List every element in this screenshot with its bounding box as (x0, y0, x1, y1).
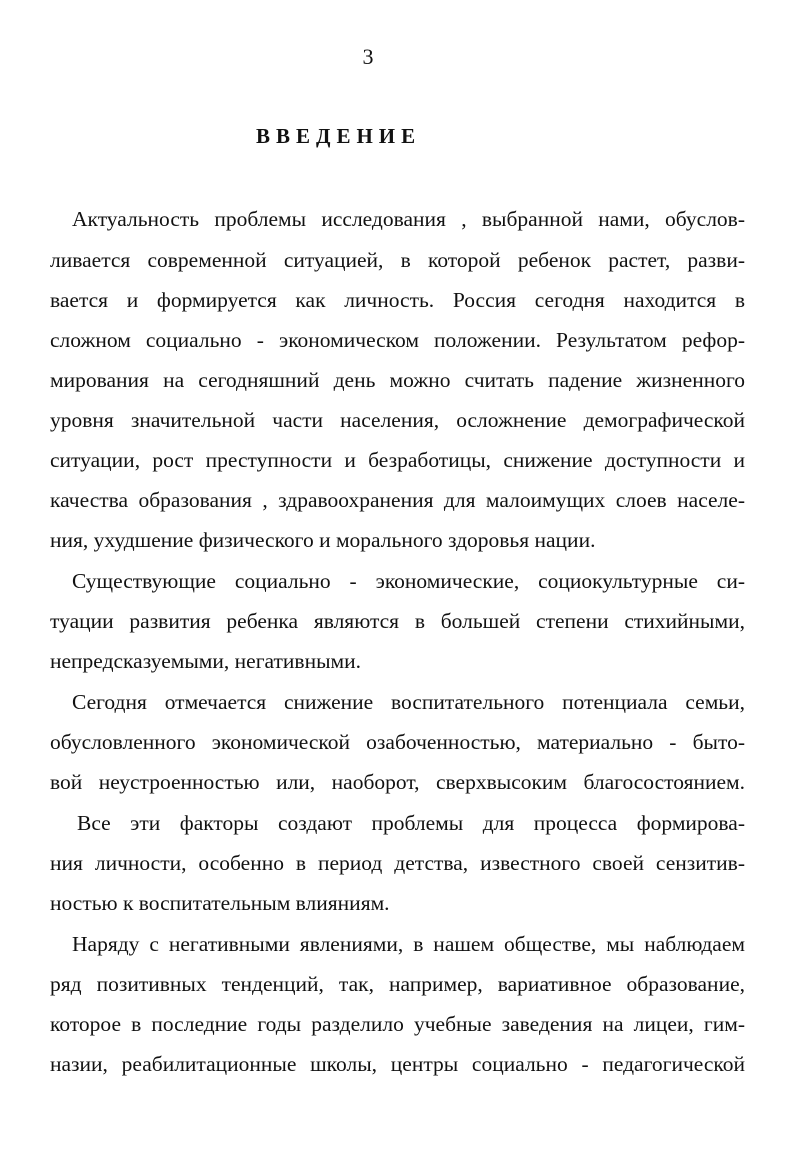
text-line: ливается современной ситуацией, в которой ребенок растет, разви- (50, 248, 745, 272)
text-line: Актуальность проблемы исследования , выбранной нами, обуслов- (72, 207, 745, 231)
text-line: обусловленного экономической озабоченностью, материально - быто- (50, 730, 745, 754)
text-line: туации развития ребенка являются в большей степени стихийными, (50, 609, 745, 633)
text-line: ряд позитивных тенденций, так, например, вариативное образование, (50, 972, 745, 996)
text-line: ситуации, рост преступности и безработицы, снижение доступности и (50, 448, 745, 472)
text-line: ния личности, особенно в период детства, известного своей сензитив- (50, 851, 745, 875)
text-line: которое в последние годы разделило учебные заведения на лицеи, гим- (50, 1012, 745, 1036)
text-line: вой неустроенностью или, наоборот, сверхвысоким благосостоянием. (50, 770, 745, 794)
text-line: Все эти факторы создают проблемы для процесса формирова- (77, 811, 745, 835)
text-line: сложном социально - экономическом положении. Результатом рефор- (50, 328, 745, 352)
text-line: непредсказуемыми, негативными. (50, 649, 362, 673)
text-line: уровня значительной части населения, осложнение демографической (50, 408, 745, 432)
text-line: мирования на сегодняшний день можно считать падение жизненного (50, 368, 745, 392)
text-line: ния, ухудшение физического и морального здоровья нации. (50, 528, 596, 552)
text-line: вается и формируется как личность. Россия сегодня находится в (50, 288, 745, 312)
text-line: назии, реабилитационные школы, центры социально - педагогической (50, 1052, 745, 1076)
text-line: Сегодня отмечается снижение воспитательного потенциала семьи, (72, 690, 745, 714)
text-line: качества образования , здравоохранения для малоимущих слоев населе- (50, 488, 745, 512)
text-line: Наряду с негативными явлениями, в нашем обществе, мы наблюдаем (72, 932, 745, 956)
text-line: ностью к воспитательным влияниям. (50, 891, 390, 915)
section-heading: ВВЕДЕНИЕ (256, 124, 422, 148)
page-number: 3 (362, 44, 374, 69)
text-line: Существующие социально - экономические, социокультурные си- (72, 569, 745, 593)
